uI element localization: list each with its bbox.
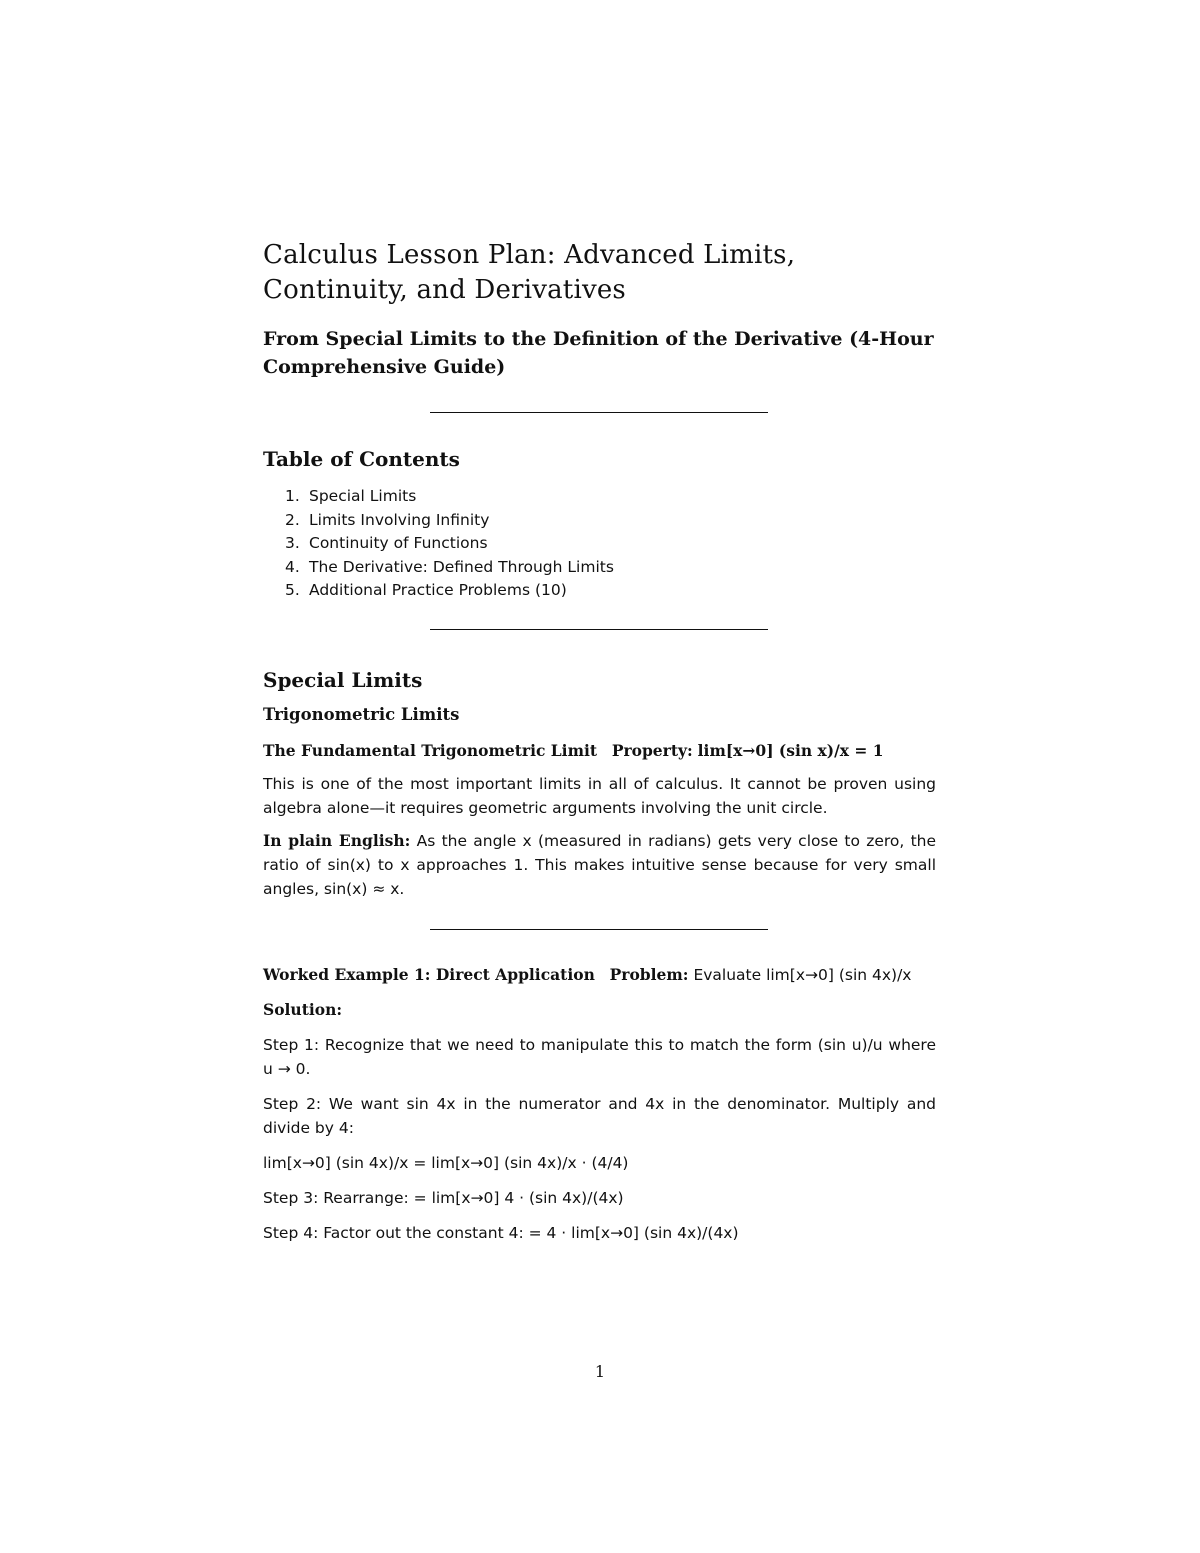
property-statement: The Fundamental Trigonometric Limit Property: lim[x→0] (sin x)/x = 1 (263, 740, 884, 760)
horizontal-rule (430, 629, 768, 630)
paragraph-importance: This is one of the most important limits in all of calculus. It cannot be proven using algebra alone—it requires geometric arguments involving the unit circle. (263, 774, 936, 817)
toc-item: 3. Continuity of Functions (285, 534, 488, 552)
toc-item: 4. The Derivative: Defined Through Limits (285, 557, 614, 576)
document-title: Calculus Lesson Plan: Advanced Limits, Continuity, and Derivatives (263, 240, 796, 305)
example-heading: Worked Example 1: Direct Application Problem: Evaluate lim[x→0] (sin 4x)/x (263, 964, 912, 984)
toc-item: 5. Additional Practice Problems (10) (285, 581, 567, 599)
horizontal-rule (430, 412, 768, 413)
step-2: Step 2: We want sin 4x in the numerator and 4x in the denominator. Multiply and divide by 4: (263, 1094, 936, 1137)
document-subtitle: From Special Limits to the Definition of the Derivative (4-Hour Comprehensive Guide) (263, 328, 934, 378)
step-1: Step 1: Recognize that we need to manipulate this to match the form (sin u)/u where u → 0. (263, 1035, 936, 1078)
toc-item: 1. Special Limits (285, 487, 417, 505)
step-3: Step 3: Rearrange: = lim[x→0] 4 · (sin 4x)/(4x) (263, 1188, 624, 1207)
solution-label: Solution: (263, 999, 343, 1019)
equation-1: lim[x→0] (sin 4x)/x = lim[x→0] (sin 4x)/x · (4/4) (263, 1153, 629, 1172)
step-4: Step 4: Factor out the constant 4: = 4 · lim[x→0] (sin 4x)/(4x) (263, 1223, 739, 1242)
horizontal-rule (430, 929, 768, 930)
toc-list (263, 485, 936, 603)
toc-item: 2. Limits Involving Infinity (285, 510, 490, 529)
paragraph-plain-english: In plain English: As the angle x (measured in radians) gets very close to zero, the ratio of sin(x) to x approaches 1. This makes intuitive sense because for very small angles, sin(x) ≈ x. (263, 830, 937, 898)
section-heading-special-limits: Special Limits (263, 667, 423, 692)
subsection-heading-trig-limits: Trigonometric Limits (263, 704, 460, 724)
toc-heading: Table of Contents (263, 447, 460, 471)
page-number: 1 (594, 1362, 606, 1381)
document-page (263, 238, 936, 1245)
